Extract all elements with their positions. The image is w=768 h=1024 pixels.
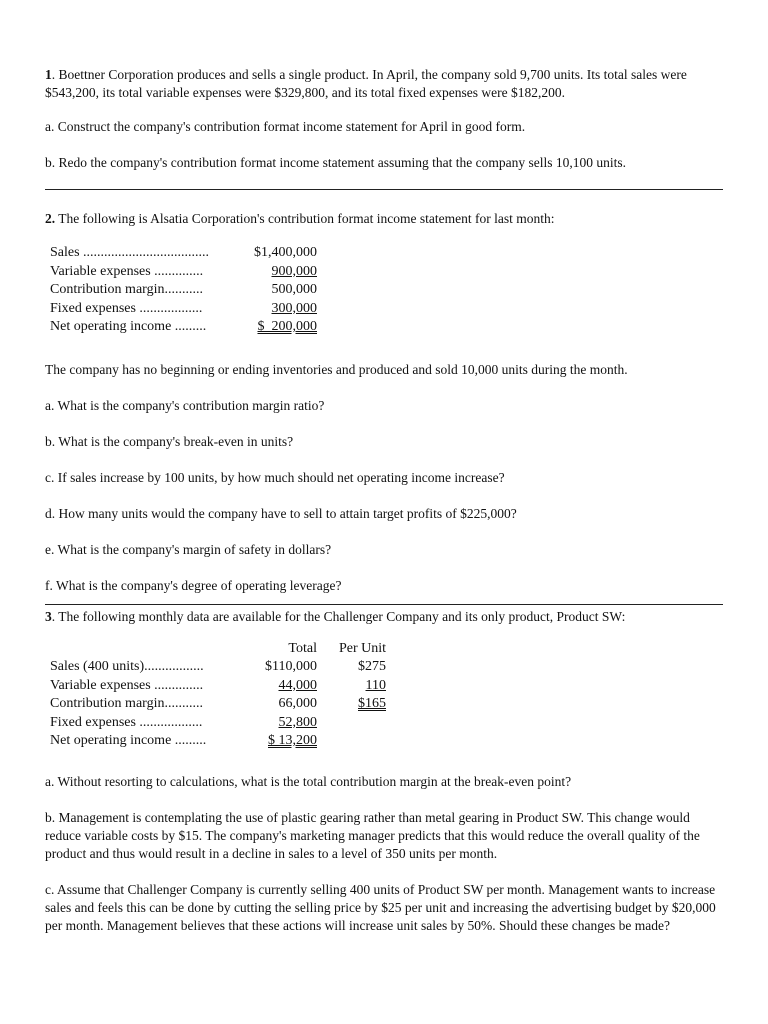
row-label: Fixed expenses .................. — [50, 300, 203, 316]
problem-3-question-c: c. Assume that Challenger Company is currently selling 400 units of Product SW per month. Management wants to increase sales and feels this can be done by cutting the selling price by $25 per unit and increasing the advertising budget by $20,000 per month. Management believes that these actions will increase unit sales by 50%. Should these changes be made? — [45, 881, 716, 933]
problem-3-question-b: b. Management is contemplating the use of plastic gearing rather than metal gearing in Product SW. This change would reduce variable costs by $15. The company's marketing manager predicts that this would reduce the overall quality of the product and thus would result in a decline in sales to a level of 350 units per month. — [45, 809, 700, 861]
problem-2-question-e: e. What is the company's margin of safety in dollars? — [45, 541, 332, 557]
row-label: Variable expenses .............. — [50, 263, 204, 279]
statement-row — [50, 281, 317, 300]
row-total: $110,000 — [265, 659, 317, 674]
statement-row — [50, 244, 317, 263]
income-statement-challenger — [50, 640, 386, 751]
row-label: Contribution margin........... — [50, 282, 203, 297]
statement-row — [50, 300, 317, 319]
column-header-per-unit: Per Unit — [338, 640, 386, 656]
row-label: Sales (400 units)................. — [50, 659, 204, 674]
row-label: Contribution margin........... — [50, 696, 203, 711]
problem-3-intro: 3. The following monthly data are available for the Challenger Company and its only product, Product SW: — [45, 608, 626, 624]
problem-2-question-f: f. What is the company's degree of operating leverage? — [45, 577, 342, 593]
row-label: Fixed expenses .................. — [50, 714, 203, 730]
row-amount: 900,000 — [271, 263, 317, 279]
problem-2-question-a: a. What is the company's contribution margin ratio? — [45, 397, 325, 413]
row-per-unit — [317, 714, 386, 733]
row-per-unit: 110 — [365, 677, 386, 693]
problem-1-question-a: a. Construct the company's contribution format income statement for April in good form. — [45, 119, 526, 134]
row-amount: $ 200,000 — [257, 319, 317, 334]
row-label: Variable expenses .............. — [50, 677, 204, 693]
problem-2-intro: 2. The following is Alsatia Corporation's contribution format income statement for last month: — [45, 211, 555, 226]
problem-3-question-a: a. Without resorting to calculations, what is the total contribution margin at the break-even point? — [45, 773, 572, 789]
problem-2-question-b: b. What is the company's break-even in units? — [45, 433, 294, 449]
row-label: Net operating income ......... — [50, 733, 207, 748]
statement-row — [50, 318, 317, 337]
problem-1-question-b: b. Redo the company's contribution format income statement assuming that the company sells 10,100 units. — [45, 155, 626, 170]
row-amount: 500,000 — [271, 282, 317, 297]
row-per-unit — [317, 732, 386, 751]
problem-3 — [45, 608, 723, 935]
problem-2-number: 2. — [45, 211, 56, 226]
statement-row — [50, 732, 386, 751]
problem-1-number: 1 — [45, 67, 52, 82]
problem-2-question-d: d. How many units would the company have to sell to attain target profits of $225,000? — [45, 505, 517, 521]
row-label: Net operating income ......... — [50, 319, 207, 334]
statement-row — [50, 695, 386, 714]
row-total: 44,000 — [278, 677, 317, 693]
statement-row — [50, 658, 386, 677]
row-amount: $1,400,000 — [254, 245, 317, 260]
problem-1 — [45, 66, 723, 172]
problem-3-number: 3 — [45, 608, 52, 624]
problem-2-note: The company has no beginning or ending inventories and produced and sold 10,000 units during the month. — [45, 361, 628, 377]
column-header-total: Total — [288, 640, 317, 656]
section-divider — [45, 604, 723, 605]
statement-row — [50, 714, 386, 733]
statement-row — [50, 263, 317, 282]
row-total: 66,000 — [278, 696, 317, 711]
row-total: $ 13,200 — [268, 733, 317, 748]
income-statement-alsatia — [50, 244, 317, 337]
row-amount: 300,000 — [271, 300, 317, 316]
section-divider — [45, 189, 723, 190]
problem-1-intro: 1. Boettner Corporation produces and sells a single product. In April, the company sold 9,700 units. Its total sales were $543,200, its total variable expenses were $329,800, and its total fixed expenses were $182,200. — [45, 67, 687, 100]
problem-2-question-c: c. If sales increase by 100 units, by how much should net operating income increase? — [45, 469, 505, 485]
statement-row — [50, 677, 386, 696]
row-per-unit: $275 — [358, 659, 386, 674]
row-label: Sales .................................... — [50, 245, 210, 260]
row-total: 52,800 — [278, 714, 317, 730]
statement-header-row — [50, 640, 386, 659]
problem-2 — [45, 210, 723, 595]
worksheet-page — [45, 66, 723, 935]
row-per-unit: $165 — [358, 696, 386, 711]
